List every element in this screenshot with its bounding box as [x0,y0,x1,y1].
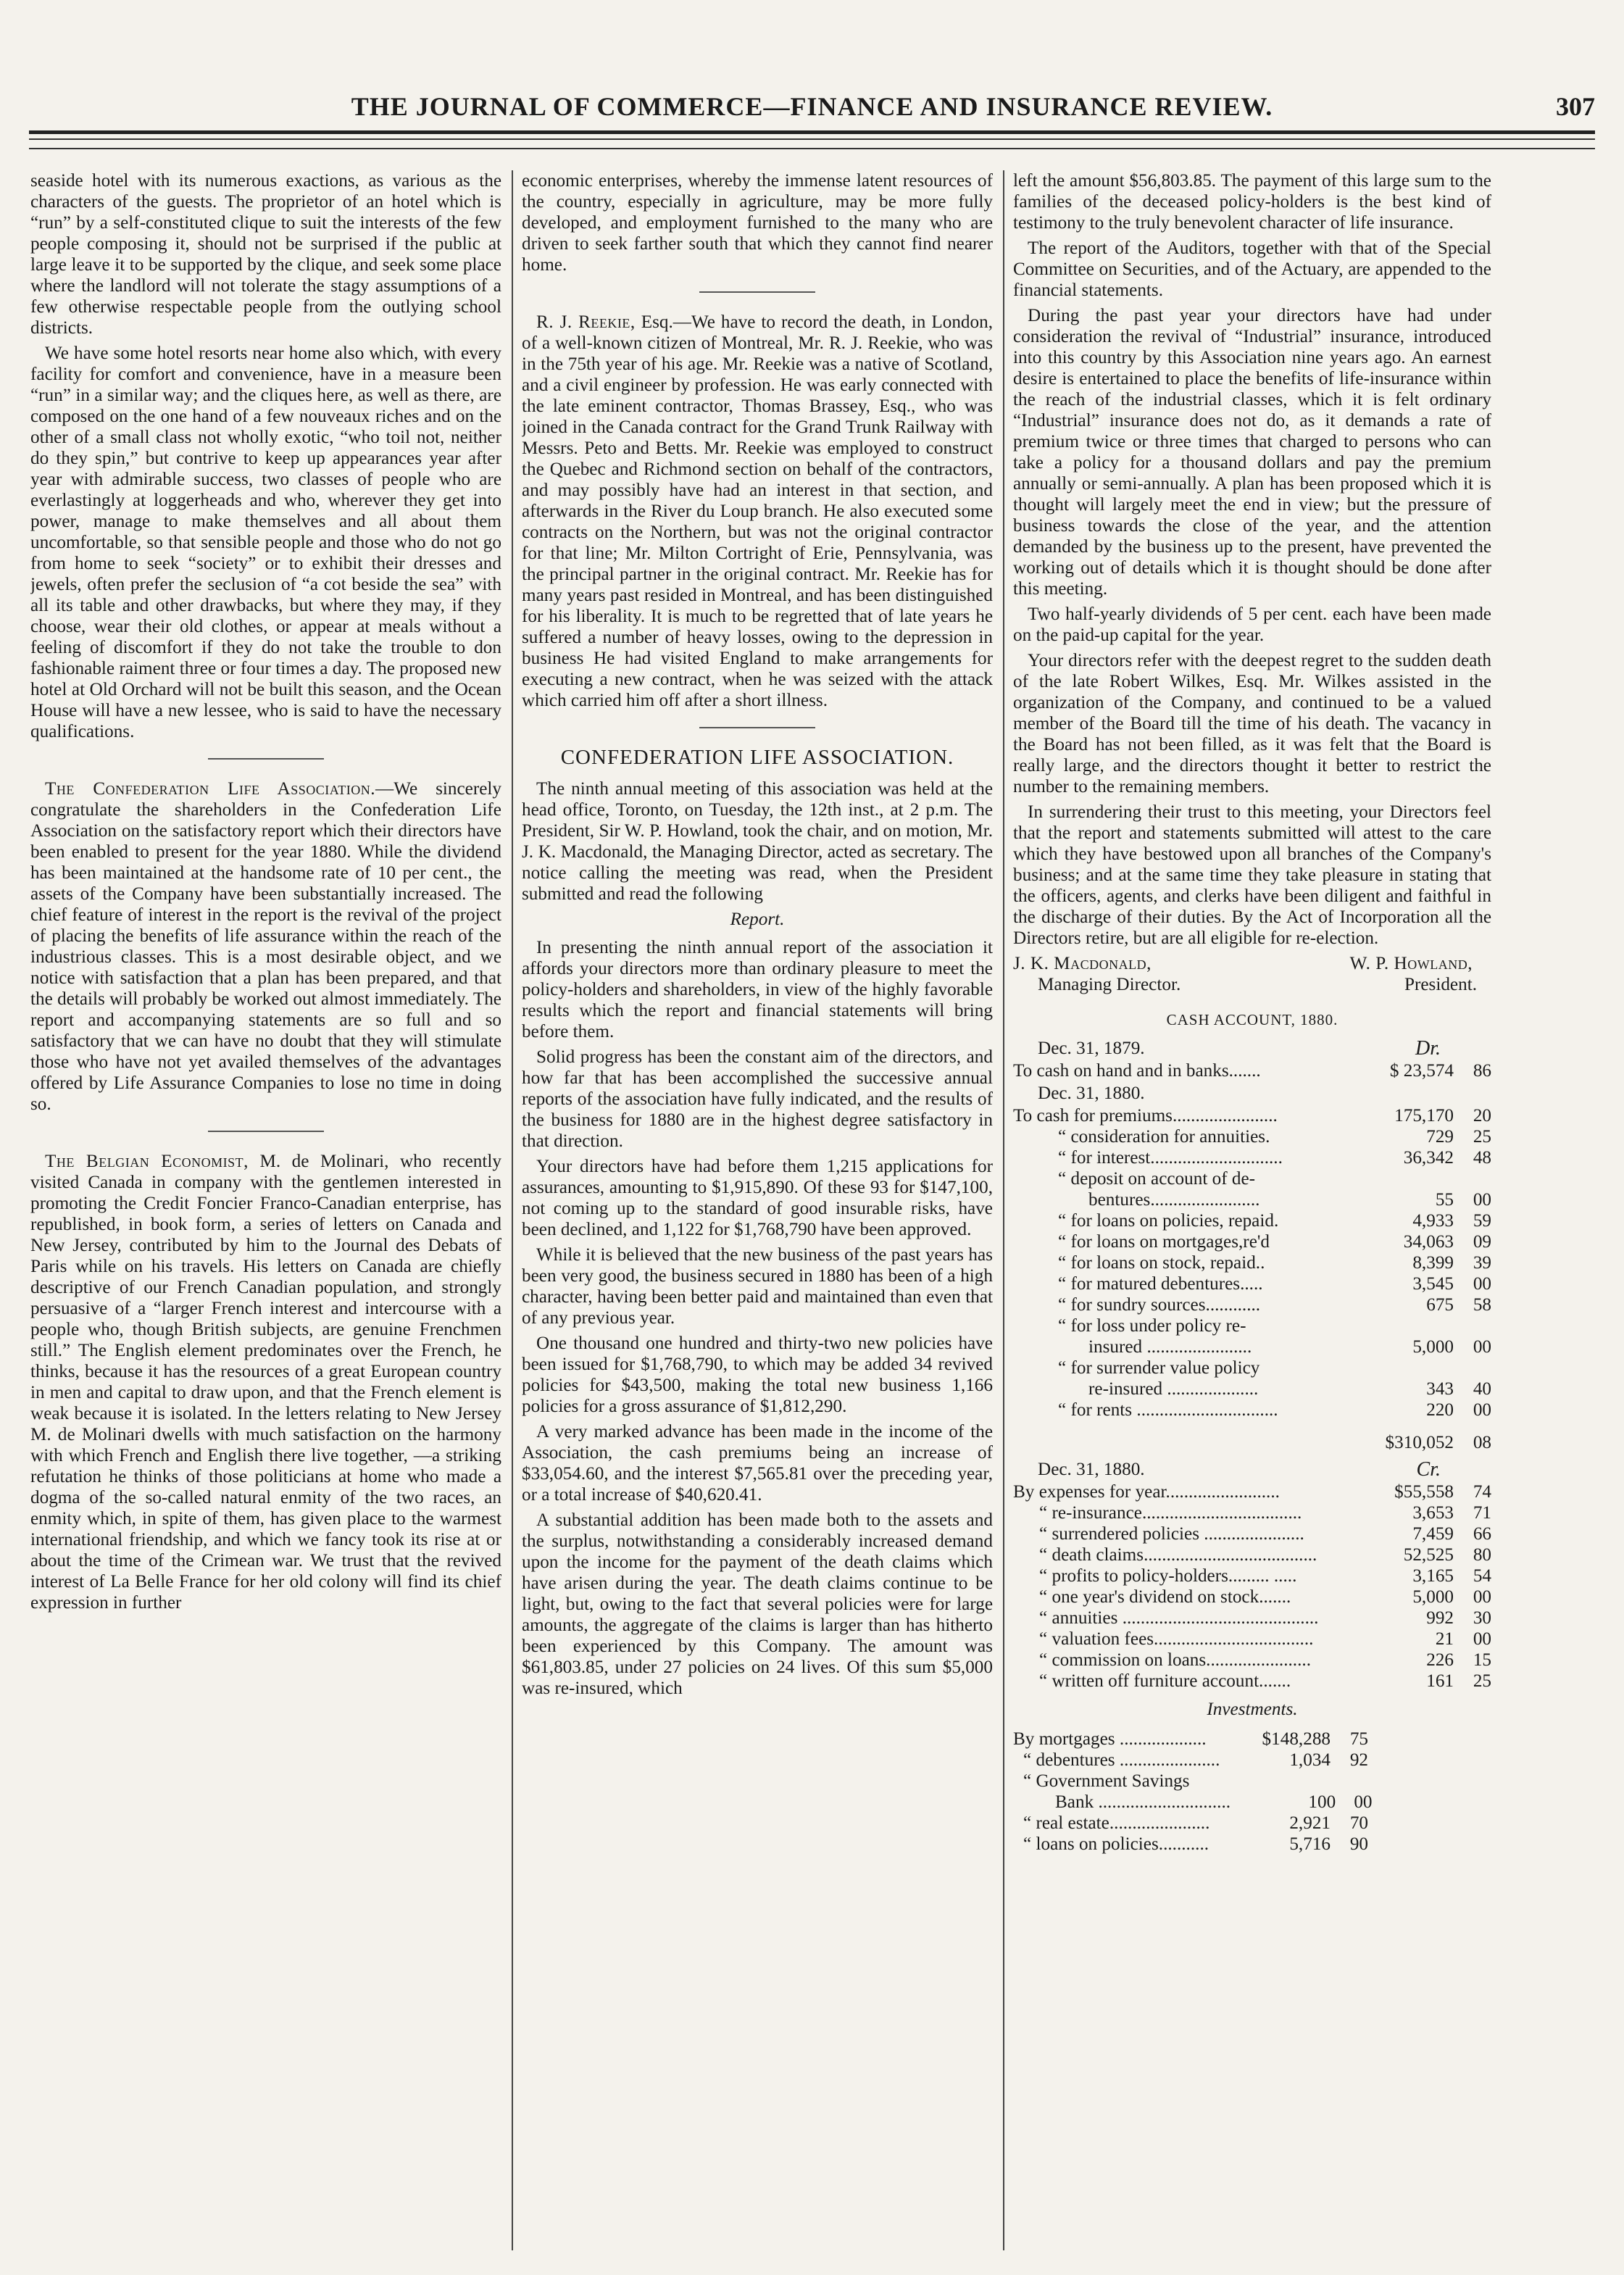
row-cents: 80 [1473,1545,1491,1565]
column-2 [522,170,993,2250]
row-cents: 00 [1473,1400,1491,1420]
row-label: “ one year's dividend on stock....... [1039,1587,1291,1607]
hotel-paragraph-2: We have some hotel resorts near home also which, with every facility for comfort and convenience, have in a measure been “run” in a similar way; and the cliques here, as well as there, are composed on the one hand of a few nouveaux riches and on the other of a small class not wholly exotic, “who toil not, neither do they spin,” but contrive to keep up appearances year after year with admirable success, two classes of people who are everlastingly at loggerheads and who, wherever they get into power, manage to make themselves and all about them uncomfortable, so that sensible people and those who do not go from home to seek “society” or to exhibit their dresses and jewels, often prefer the seclusion of “a cot beside the sea” with all its table and other drawbacks, but where they may, if they choose, wear their old clothes, or appear at meals without a feeling of discomfort if they do not take the trouble to don fashionable raiment three or four times a day. The proposed new hotel at Old Orchard will not be built this season, and the Ocean House will have a new lessee, who is said to have the necessary qualifications. [30,344,501,741]
debit-date-row-2 [1013,1083,1491,1104]
row-amount: 1,034 [1289,1750,1331,1770]
row-label: “ for loans on stock, repaid.. [1058,1253,1265,1273]
report-paragraph: Two half-yearly dividends of 5 per cent. each have been made on the paid-up capital for the year. [1013,604,1491,645]
row-label: “ written off furniture account....... [1039,1671,1291,1691]
receipt-row [1013,1252,1491,1273]
journal-title: THE JOURNAL OF COMMERCE—FINANCE AND INSURANCE REVIEW. [351,92,1273,121]
credit-date-row [1013,1459,1491,1480]
receipt-row [1013,1168,1491,1189]
section-separator [699,727,815,728]
row-cents: 00 [1354,1792,1373,1812]
row-label: “ for rents ............................... [1058,1400,1278,1420]
report-paragraph: Your directors have had before them 1,215 applications for assurances, amounting to $1,915,890. Of these 93 for $147,100, not coming up to the standard of good insurable risks, have been declined, and 1,122 for $1,768,790 have been approved. [522,1157,993,1239]
receipt-row [1013,1231,1491,1252]
receipt-row [1013,1105,1491,1126]
row-label: “ for loans on policies, repaid. [1058,1211,1279,1231]
expenditure-row [1013,1544,1491,1565]
row-amount: 675 [1426,1295,1454,1315]
investment-row [1013,1813,1491,1834]
row-amount: 3,545 [1412,1274,1454,1294]
row-label: “ for interest............................. [1058,1148,1283,1168]
row-amount: 55 [1435,1190,1454,1210]
header-rule-thick [29,130,1595,134]
report-paragraph: While it is believed that the new business of the past years has been very good, the business secured in 1880 has been of a high character, having been better paid and maintained than even that of any previous year. [522,1245,993,1328]
expenditure-row [1013,1502,1491,1523]
report-paragraph: Your directors refer with the deepest regret to the sudden death of the late Robert Wilkes, Esq. Mr. Wilkes assisted in the organization of the Company, and continued to be a valued member of the Board till the time of his death. The vacancy in the Board has not been filled, as it was felt that the Board is really large, and the directors thought it better to restrict the number to the remaining members. [1013,651,1491,797]
row-amount: $148,288 [1262,1729,1331,1749]
receipt-row [1013,1273,1491,1294]
row-label: “ profits to policy-holders......... ..... [1039,1566,1297,1586]
row-cents: 70 [1349,1813,1368,1833]
row-cents: 59 [1473,1211,1491,1231]
row-cents: 00 [1473,1629,1491,1649]
report-paragraph: Solid progress has been the constant aim of the directors, and how far that has been accomplished the successive annual reports of the association have fully indicated, and the results of the business for 1880 are in the highest degree satisfactory in that direction. [522,1047,993,1151]
row-cents: 74 [1473,1482,1491,1502]
row-label: “ consideration for annuities. [1058,1127,1270,1147]
column-divider-2 [1003,170,1004,2250]
receipt-row [1013,1147,1491,1168]
reekie-obituary-text: Esq.—We have to record the death, in London, of a well-known citizen of Montreal, Mr. R. J. Reekie, who was in the 75th year of his age. Mr. Reekie was a native of Scotland, and a civil engineer by profession. He was early connected with the late eminent contractor, Thomas Brassey, Esq., who was joined in the Canada contract for the Grand Trunk Railway with Messrs. Peto and Betts. Mr. Reekie was employed to construct the Quebec and Richmond section on behalf of the contractors, and may possibly have had an interest in that section, and afterwards in the River du Loup branch. He also executed some contracts on the Northern, but was not the original contractor for that line; Mr. Milton Cortright of Erie, Pennsylvania, was the principal partner in the original contract. Mr. Reekie has for many years past resided in Montreal, and has been distinguished for his liberality. It is much to be regretted that of late years he suffered a number of heavy losses, owing to the depression in business He had visited England to make arrangements for executing a new contract, when he was seized with the attack which carried him off after a short illness. [522,312,993,710]
report-paragraph: A very marked advance has been made in the income of the Association, the cash premiums being an increase of $33,054.60, and the interest $7,565.81 over the preceding year, or a total increase of $40,620.41. [522,1422,993,1505]
row-cents: 92 [1349,1750,1368,1770]
investment-row [1013,1834,1491,1855]
receipt-row [1013,1126,1491,1147]
row-cents: 00 [1473,1190,1491,1210]
row-label: bentures........................ [1088,1190,1260,1210]
running-head [29,86,1595,129]
investments-heading: Investments. [1207,1700,1298,1719]
row-label: “ for surrender value policy [1058,1358,1260,1378]
row-cents: 39 [1473,1253,1491,1273]
row-cents: 40 [1473,1379,1491,1399]
confederation-note-lead: The Confederation Life Association. [45,779,376,799]
expenditure-row [1013,1629,1491,1650]
investment-row [1013,1771,1491,1792]
row-label: insured ....................... [1088,1337,1252,1357]
row-cents: 00 [1473,1337,1491,1357]
row-cents: 30 [1473,1608,1491,1628]
row-cents: 66 [1473,1524,1491,1544]
receipt-row [1013,1378,1491,1399]
row-amount: 36,342 [1403,1148,1454,1168]
row-label: To cash for premiums....................... [1013,1106,1278,1126]
receipts-total-cents: 08 [1473,1433,1491,1452]
row-label: “ for loss under policy re- [1058,1316,1246,1336]
receipt-row [1013,1294,1491,1315]
section-separator [208,758,324,760]
row-label: “ loans on policies........... [1023,1834,1209,1854]
row-amount: $ 23,574 [1389,1061,1454,1081]
investments-list [1013,1729,1491,1855]
expenditure-row [1013,1523,1491,1544]
row-cents: 09 [1473,1232,1491,1252]
row-amount: 34,063 [1403,1232,1454,1252]
opening-balance-row [1013,1060,1491,1081]
signature-macdonald: J. K. Macdonald, [1013,954,1152,973]
receipt-row [1013,1210,1491,1231]
report-paragraph: In presenting the ninth annual report of the association it affords your directors more than ordinary pleasure to meet the policy-holders and shareholders, in view of the highly favorable results which the report and financial statements will bring before them. [522,938,993,1041]
row-label: re-insured .................... [1088,1379,1259,1399]
confederation-note [30,778,501,1115]
reekie-obituary-lead: R. J. Reekie, [536,312,636,332]
row-cents: 90 [1349,1834,1368,1854]
section-separator [699,291,815,293]
receipt-row [1013,1336,1491,1357]
reekie-obituary [522,312,993,711]
signature-howland: W. P. Howland, [1349,954,1473,973]
row-label: “ Government Savings [1023,1771,1190,1791]
row-label: “ surrendered policies ...................... [1039,1524,1304,1544]
row-amount: 21 [1435,1629,1454,1649]
hotel-paragraph-1: seaside hotel with its numerous exactions, as various as the characters of the guests. The proprietor of an hotel which is “run” by a self-constituted clique to suit the interests of the few people composing it, should not be surprised if the public at large leave it to be supported by the clique, and seek some place where the landlord will not tolerate the stagy assumptions of a few otherwise respectable people from the outlying school districts. [30,171,501,338]
row-amount: 226 [1426,1650,1454,1670]
row-cents: 48 [1473,1148,1491,1168]
row-label: By mortgages ................... [1013,1729,1207,1749]
article-title: CONFEDERATION LIFE ASSOCIATION. [560,746,954,769]
column-1 [30,170,501,2250]
row-cents: 00 [1473,1587,1491,1607]
expenditure-row [1013,1608,1491,1629]
row-amount: 8,399 [1412,1253,1454,1273]
row-amount: 2,921 [1289,1813,1331,1833]
row-cents: 54 [1473,1566,1491,1586]
column-3 [1013,170,1491,2250]
row-label: “ deposit on account of de- [1058,1169,1256,1189]
credit-date: Dec. 31, 1880. [1038,1460,1145,1479]
section-separator [208,1131,324,1132]
confederation-note-text: —We sincerely congratulate the shareholders in the Confederation Life Association on the satisfactory report which their directors have been enabled to present for the year 1880. While the dividend has been maintained at the handsome rate of 10 per cent., the assets of the Company have been substantially increased. The chief feature of interest in the report is the revival of the project of placing the benefits of life assurance within the reach of the industrious classes. This is a most desirable object, and we notice with satisfaction that a plan has been prepared, and that the details will probably be worked out almost immediately. The report and accompanying statements are so full and so satisfactory that we can have no doubt that they will stimulate those who have not yet availed themselves of the advantages offered by Life Assurance Companies to lose no time in doing so. [30,779,501,1114]
expenditure-row [1013,1481,1491,1502]
row-cents: 25 [1473,1671,1491,1691]
receipts-total: $310,052 [1385,1433,1454,1452]
row-label: “ commission on loans....................... [1039,1650,1311,1670]
row-amount: 175,170 [1394,1106,1454,1126]
row-amount: 161 [1426,1671,1454,1691]
debit-label: Dr. [1415,1037,1441,1060]
debit-date-2: Dec. 31, 1880. [1038,1084,1145,1103]
report-paragraph: In surrendering their trust to this meeting, your Directors feel that the report and statements submitted will attest to the care which they have bestowed upon all branches of the Company's business; and at the same time they take pleasure in stating that the officers, agents, and clerks have been diligent and faithful in the discharge of their duties. By the Act of Incorporation all the Directors retire, but are all eligible for re-election. [1013,802,1491,948]
expenditure-row [1013,1586,1491,1608]
header-rule-thin [29,138,1595,140]
row-amount: 52,525 [1403,1545,1454,1565]
belgian-economist-text: M. de Molinari, who recently visited Canada in company with the gentlemen interested in promoting the Credit Foncier Franco-Canadian enterprise, has republished, in book form, a series of letters on Canada and New Jersey, contributed by him to the Journal des Debats of Paris while on his travels. His letters on Canada are chiefly descriptive of our French Canadian population, and strongly persuasive of a “larger French interest and intercourse with a people who, though British subjects, are genuine Frenchmen still.” The English element predominates over the French, he thinks, because it has the resources of a great European country in men and capital to draw upon, and that the French element is weak because it is isolated. In the letters relating to New Jersey M. de Molinari dwells with much satisfaction on the harmony with which French and English there live together, —a striking refutation he thinks of those politicians at home who made a dogma of the so-called natural enmity of the two races, an enmity which, in spite of them, has given place to the warmest international friendship, and which we fancy took its rise at or about the time of the Crimean war. We trust that the revived interest of La Belle France for her old colony will find its chief expression in further [30,1152,501,1613]
debit-date: Dec. 31, 1879. [1038,1039,1145,1058]
row-label: “ for sundry sources............ [1058,1295,1261,1315]
report-paragraph: The report of the Auditors, together with that of the Special Committee on Securities, and of the Actuary, are appended to the financial statements. [1013,238,1491,300]
belgian-economist-lead: The Belgian Economist, [45,1152,249,1171]
receipt-row [1013,1189,1491,1210]
row-label: “ debentures ...................... [1023,1750,1220,1770]
report-heading: Report. [730,910,785,929]
receipts-total-row [1013,1432,1491,1453]
report-paragraph: One thousand one hundred and thirty-two new policies have been issued for $1,768,790, to which may be added 34 revived policies for $43,500, making the total new business 1,166 policies for a gross assurance of $1,812,290. [522,1334,993,1416]
expenditures-list [1013,1481,1491,1692]
row-label: “ death claims...................................... [1039,1545,1317,1565]
receipts-list [1013,1105,1491,1421]
row-amount: 729 [1426,1127,1454,1147]
row-label: “ valuation fees................................... [1039,1629,1314,1649]
row-amount: 4,933 [1412,1211,1454,1231]
expenditure-row [1013,1565,1491,1586]
expenditure-row [1013,1671,1491,1692]
row-label: “ for loans on mortgages,re'd [1058,1232,1270,1252]
debit-date-row [1013,1038,1491,1059]
row-amount: 3,653 [1412,1503,1454,1523]
credit-label: Cr. [1416,1458,1441,1481]
receipt-row [1013,1399,1491,1421]
row-label: Bank ............................. [1055,1792,1231,1812]
row-cents: 58 [1473,1295,1491,1315]
row-label: By expenses for year......................... [1013,1482,1280,1502]
row-amount: 220 [1426,1400,1454,1420]
row-amount: 100 [1308,1792,1336,1812]
belgian-economist-note [30,1151,501,1613]
row-cents: 20 [1473,1106,1491,1126]
row-cents: 86 [1473,1061,1491,1081]
page-number: 307 [1556,92,1595,121]
report-paragraph: A substantial addition has been made both to the assets and the surplus, notwithstanding a considerably increased demand upon the income for the payment of the death claims which have arisen during the year. The death claims continue to be light, but, owing to the fact that several policies were for large amounts, the aggregate of the claims is larger than has hitherto been experienced by this Company. The amount was $61,803.85, under 27 policies on 24 lives. Of this sum $5,000 was re-insured, which [522,1510,993,1698]
investment-row [1013,1792,1491,1813]
row-cents: 15 [1473,1650,1491,1670]
row-amount: 992 [1426,1608,1454,1628]
row-label: “ re-insurance................................... [1039,1503,1302,1523]
report-continued-paragraph: left the amount $56,803.85. The payment of this large sum to the families of the deceased policy-holders is the best kind of testimony to the truly benevolent character of life insurance. [1013,171,1491,233]
row-cents: 00 [1473,1274,1491,1294]
title-managing-director: Managing Director. [1038,975,1181,994]
row-cents: 75 [1349,1729,1368,1749]
investment-row [1013,1750,1491,1771]
row-cents: 25 [1473,1127,1491,1147]
row-amount: 5,000 [1412,1337,1454,1357]
signature-titles [1013,974,1491,995]
column-divider-1 [512,170,513,2250]
title-president: President. [1404,975,1477,994]
expenditure-row [1013,1650,1491,1671]
row-cents: 71 [1473,1503,1491,1523]
receipt-row [1013,1315,1491,1336]
receipt-row [1013,1357,1491,1378]
row-amount: 5,716 [1289,1834,1331,1854]
row-label: “ for matured debentures..... [1058,1274,1263,1294]
row-amount: $55,558 [1394,1482,1454,1502]
row-amount: 3,165 [1412,1566,1454,1586]
row-label: To cash on hand and in banks....... [1013,1061,1261,1081]
investment-row [1013,1729,1491,1750]
row-amount: 5,000 [1412,1587,1454,1607]
row-amount: 7,459 [1412,1524,1454,1544]
signature-names [1013,953,1491,974]
cash-account-title: CASH ACCOUNT, 1880. [1166,1011,1338,1028]
report-paragraph: During the past year your directors have had under consideration the revival of “Industrial” insurance, introduced into this country by this Association nine years ago. An earnest desire is entertained to place the benefits of life-insurance within the reach of the industrial classes, which it is felt ordinary “Industrial” insurance does not do, as it demands a rate of premium twice or three times that charged to persons who can take a policy for a thousand dollars and pay the premium annually or semi-annually. A plan has been proposed which it is thought will largely meet the end in view; but the pressure of business towards the close of the year, and the attention demanded by the business up to the present, have prevented the working out of details which it is thought should be done after this meeting. [1013,306,1491,599]
row-label: “ real estate...................... [1023,1813,1210,1833]
meeting-intro: The ninth annual meeting of this association was held at the head office, Toronto, on Tuesday, the 12th inst., at 2 p.m. The President, Sir W. P. Howland, took the chair, and on motion, Mr. J. K. Macdonald, the Managing Director, acted as secretary. The notice calling the meeting was read, when the President submitted and read the following [522,779,993,904]
row-amount: 343 [1426,1379,1454,1399]
header-rule-thin-lower [29,148,1595,149]
row-label: “ annuities ........................................... [1039,1608,1319,1628]
continued-paragraph: economic enterprises, whereby the immense latent resources of the country, especially in agriculture, may be more fully developed, and employment furnished to the many who are driven to seek farther south that which they cannot find nearer home. [522,171,993,275]
